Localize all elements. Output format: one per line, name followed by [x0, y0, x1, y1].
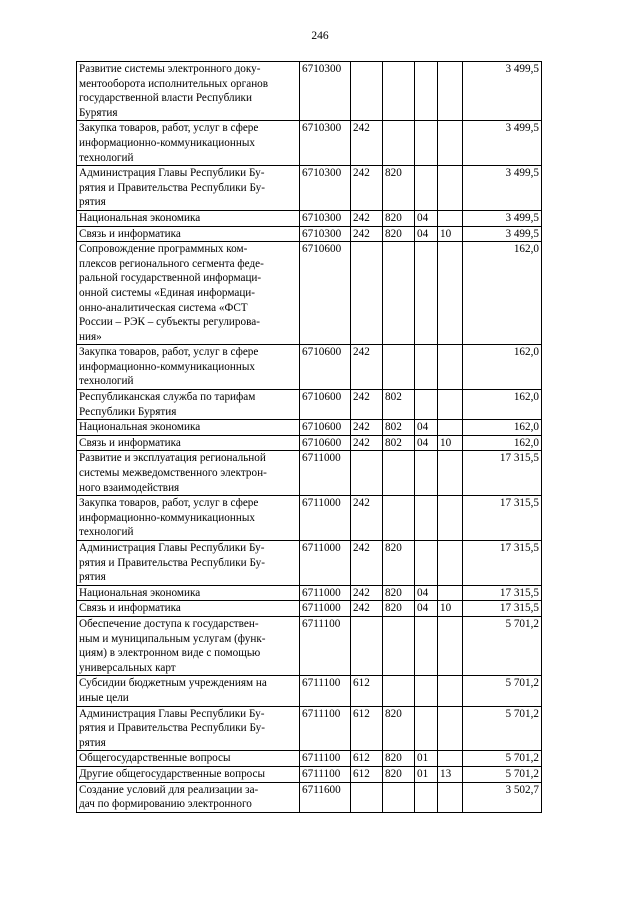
- table-row: [77, 435, 542, 451]
- subsection-code-cell: [438, 210, 463, 226]
- section-code-cell: [415, 345, 438, 390]
- section-code-cell: [415, 541, 438, 586]
- amount-cell: 17 315,5: [463, 585, 542, 601]
- admin-code-cell: 820: [383, 541, 415, 586]
- page-number: 246: [311, 30, 329, 42]
- row-name-cell: Другие общегосударственные вопросы: [77, 766, 300, 782]
- subsection-code-cell: 10: [438, 435, 463, 451]
- section-code-cell: [415, 616, 438, 675]
- row-name-cell: Администрация Главы Республики Бу- рятия и Правительства Республики Бу- рятия: [77, 541, 300, 586]
- section-code-cell: [415, 496, 438, 541]
- subsection-code-cell: 10: [438, 226, 463, 242]
- row-name-cell: Администрация Главы Республики Бу- рятия и Правительства Республики Бу- рятия: [77, 706, 300, 751]
- table-row: [77, 766, 542, 782]
- table-row: [77, 782, 542, 812]
- admin-code-cell: [383, 242, 415, 345]
- subsection-code-cell: [438, 166, 463, 211]
- admin-code-cell: 820: [383, 601, 415, 617]
- amount-cell: 5 701,2: [463, 676, 542, 706]
- subsection-code-cell: [438, 676, 463, 706]
- amount-cell: 3 502,7: [463, 782, 542, 812]
- target-code-cell: 6711100: [300, 616, 351, 675]
- admin-code-cell: [383, 62, 415, 121]
- expense-type-cell: 242: [351, 601, 383, 617]
- row-name-cell: Национальная экономика: [77, 585, 300, 601]
- amount-cell: 5 701,2: [463, 766, 542, 782]
- admin-code-cell: 820: [383, 226, 415, 242]
- amount-cell: 162,0: [463, 390, 542, 420]
- expense-type-cell: 242: [351, 121, 383, 166]
- expense-type-cell: 242: [351, 345, 383, 390]
- expense-type-cell: 242: [351, 541, 383, 586]
- amount-cell: 3 499,5: [463, 62, 542, 121]
- admin-code-cell: [383, 121, 415, 166]
- admin-code-cell: 820: [383, 751, 415, 767]
- table-row: [77, 210, 542, 226]
- expense-type-cell: 242: [351, 420, 383, 436]
- subsection-code-cell: [438, 390, 463, 420]
- subsection-code-cell: [438, 616, 463, 675]
- admin-code-cell: [383, 676, 415, 706]
- budget-table-body: [77, 62, 542, 813]
- section-code-cell: [415, 706, 438, 751]
- table-row: [77, 62, 542, 121]
- section-code-cell: 01: [415, 751, 438, 767]
- target-code-cell: 6710300: [300, 210, 351, 226]
- admin-code-cell: [383, 345, 415, 390]
- row-name-cell: Развитие системы электронного доку- ментооборота исполнительных органов государственной власти Республики Бурятия: [77, 62, 300, 121]
- expense-type-cell: 612: [351, 751, 383, 767]
- target-code-cell: 6710300: [300, 62, 351, 121]
- subsection-code-cell: [438, 585, 463, 601]
- admin-code-cell: 820: [383, 166, 415, 211]
- expense-type-cell: 242: [351, 226, 383, 242]
- table-row: [77, 242, 542, 345]
- expense-type-cell: 612: [351, 706, 383, 751]
- table-row: [77, 166, 542, 211]
- subsection-code-cell: [438, 242, 463, 345]
- target-code-cell: 6711100: [300, 766, 351, 782]
- section-code-cell: 04: [415, 435, 438, 451]
- amount-cell: 17 315,5: [463, 541, 542, 586]
- target-code-cell: 6711000: [300, 541, 351, 586]
- amount-cell: 5 701,2: [463, 706, 542, 751]
- row-name-cell: Обеспечение доступа к государствен- ным и муниципальным услугам (функ- циям) в электронном виде с помощью универсальных карт: [77, 616, 300, 675]
- subsection-code-cell: 13: [438, 766, 463, 782]
- section-code-cell: [415, 782, 438, 812]
- table-row: [77, 751, 542, 767]
- target-code-cell: 6711000: [300, 496, 351, 541]
- section-code-cell: 04: [415, 420, 438, 436]
- target-code-cell: 6710600: [300, 390, 351, 420]
- table-row: [77, 451, 542, 496]
- subsection-code-cell: [438, 496, 463, 541]
- section-code-cell: 01: [415, 766, 438, 782]
- table-row: [77, 676, 542, 706]
- section-code-cell: 04: [415, 601, 438, 617]
- row-name-cell: Развитие и эксплуатация региональной системы межведомственного электрон- ного взаимодействия: [77, 451, 300, 496]
- amount-cell: 3 499,5: [463, 226, 542, 242]
- table-row: [77, 585, 542, 601]
- admin-code-cell: [383, 616, 415, 675]
- amount-cell: 17 315,5: [463, 496, 542, 541]
- amount-cell: 3 499,5: [463, 121, 542, 166]
- section-code-cell: [415, 451, 438, 496]
- subsection-code-cell: [438, 751, 463, 767]
- admin-code-cell: 820: [383, 706, 415, 751]
- row-name-cell: Связь и информатика: [77, 601, 300, 617]
- amount-cell: 3 499,5: [463, 166, 542, 211]
- row-name-cell: Республиканская служба по тарифам Республики Бурятия: [77, 390, 300, 420]
- target-code-cell: 6710600: [300, 420, 351, 436]
- amount-cell: 162,0: [463, 345, 542, 390]
- target-code-cell: 6711100: [300, 706, 351, 751]
- admin-code-cell: [383, 451, 415, 496]
- target-code-cell: 6710600: [300, 242, 351, 345]
- row-name-cell: Закупка товаров, работ, услуг в сфере информационно-коммуникационных технологий: [77, 496, 300, 541]
- subsection-code-cell: [438, 451, 463, 496]
- section-code-cell: [415, 242, 438, 345]
- admin-code-cell: [383, 496, 415, 541]
- expense-type-cell: [351, 782, 383, 812]
- table-row: [77, 601, 542, 617]
- row-name-cell: Связь и информатика: [77, 435, 300, 451]
- table-row: [77, 616, 542, 675]
- table-row: [77, 390, 542, 420]
- target-code-cell: 6711000: [300, 585, 351, 601]
- subsection-code-cell: [438, 62, 463, 121]
- section-code-cell: 04: [415, 210, 438, 226]
- subsection-code-cell: [438, 782, 463, 812]
- amount-cell: 17 315,5: [463, 451, 542, 496]
- subsection-code-cell: [438, 420, 463, 436]
- row-name-cell: Национальная экономика: [77, 210, 300, 226]
- amount-cell: 162,0: [463, 420, 542, 436]
- target-code-cell: 6711100: [300, 751, 351, 767]
- row-name-cell: Закупка товаров, работ, услуг в сфере информационно-коммуникационных технологий: [77, 345, 300, 390]
- table-row: [77, 345, 542, 390]
- row-name-cell: Связь и информатика: [77, 226, 300, 242]
- target-code-cell: 6711000: [300, 451, 351, 496]
- row-name-cell: Общегосударственные вопросы: [77, 751, 300, 767]
- subsection-code-cell: [438, 706, 463, 751]
- target-code-cell: 6711000: [300, 601, 351, 617]
- section-code-cell: [415, 62, 438, 121]
- amount-cell: 3 499,5: [463, 210, 542, 226]
- amount-cell: 5 701,2: [463, 751, 542, 767]
- table-row: [77, 420, 542, 436]
- table-row: [77, 706, 542, 751]
- target-code-cell: 6710600: [300, 435, 351, 451]
- expense-type-cell: 242: [351, 390, 383, 420]
- section-code-cell: 04: [415, 585, 438, 601]
- row-name-cell: Сопровождение программных ком- плексов регионального сегмента феде- ральной государственной информаци- онной системы «Единая информаци- онно-аналитическая система «ФСТ России – РЭК – субъекты регулирова- ния»: [77, 242, 300, 345]
- expense-type-cell: 612: [351, 766, 383, 782]
- section-code-cell: [415, 676, 438, 706]
- row-name-cell: Закупка товаров, работ, услуг в сфере информационно-коммуникационных технологий: [77, 121, 300, 166]
- expense-type-cell: [351, 62, 383, 121]
- amount-cell: 162,0: [463, 435, 542, 451]
- section-code-cell: 04: [415, 226, 438, 242]
- section-code-cell: [415, 121, 438, 166]
- admin-code-cell: [383, 782, 415, 812]
- subsection-code-cell: 10: [438, 601, 463, 617]
- admin-code-cell: 820: [383, 766, 415, 782]
- target-code-cell: 6711100: [300, 676, 351, 706]
- amount-cell: 162,0: [463, 242, 542, 345]
- table-row: [77, 226, 542, 242]
- target-code-cell: 6710600: [300, 345, 351, 390]
- admin-code-cell: 802: [383, 420, 415, 436]
- expense-type-cell: [351, 616, 383, 675]
- subsection-code-cell: [438, 541, 463, 586]
- admin-code-cell: 802: [383, 435, 415, 451]
- table-row: [77, 121, 542, 166]
- section-code-cell: [415, 390, 438, 420]
- expense-type-cell: [351, 451, 383, 496]
- row-name-cell: Национальная экономика: [77, 420, 300, 436]
- budget-table: [76, 61, 542, 813]
- amount-cell: 17 315,5: [463, 601, 542, 617]
- expense-type-cell: 242: [351, 585, 383, 601]
- expense-type-cell: 242: [351, 496, 383, 541]
- target-code-cell: 6710300: [300, 166, 351, 211]
- expense-type-cell: 242: [351, 210, 383, 226]
- row-name-cell: Создание условий для реализации за- дач по формированию электронного: [77, 782, 300, 812]
- admin-code-cell: 820: [383, 585, 415, 601]
- row-name-cell: Администрация Главы Республики Бу- рятия и Правительства Республики Бу- рятия: [77, 166, 300, 211]
- target-code-cell: 6710300: [300, 226, 351, 242]
- expense-type-cell: 612: [351, 676, 383, 706]
- subsection-code-cell: [438, 345, 463, 390]
- amount-cell: 5 701,2: [463, 616, 542, 675]
- expense-type-cell: 242: [351, 435, 383, 451]
- admin-code-cell: 820: [383, 210, 415, 226]
- table-row: [77, 541, 542, 586]
- admin-code-cell: 802: [383, 390, 415, 420]
- target-code-cell: 6711600: [300, 782, 351, 812]
- target-code-cell: 6710300: [300, 121, 351, 166]
- expense-type-cell: 242: [351, 166, 383, 211]
- expense-type-cell: [351, 242, 383, 345]
- section-code-cell: [415, 166, 438, 211]
- subsection-code-cell: [438, 121, 463, 166]
- table-row: [77, 496, 542, 541]
- row-name-cell: Субсидии бюджетным учреждениям на иные цели: [77, 676, 300, 706]
